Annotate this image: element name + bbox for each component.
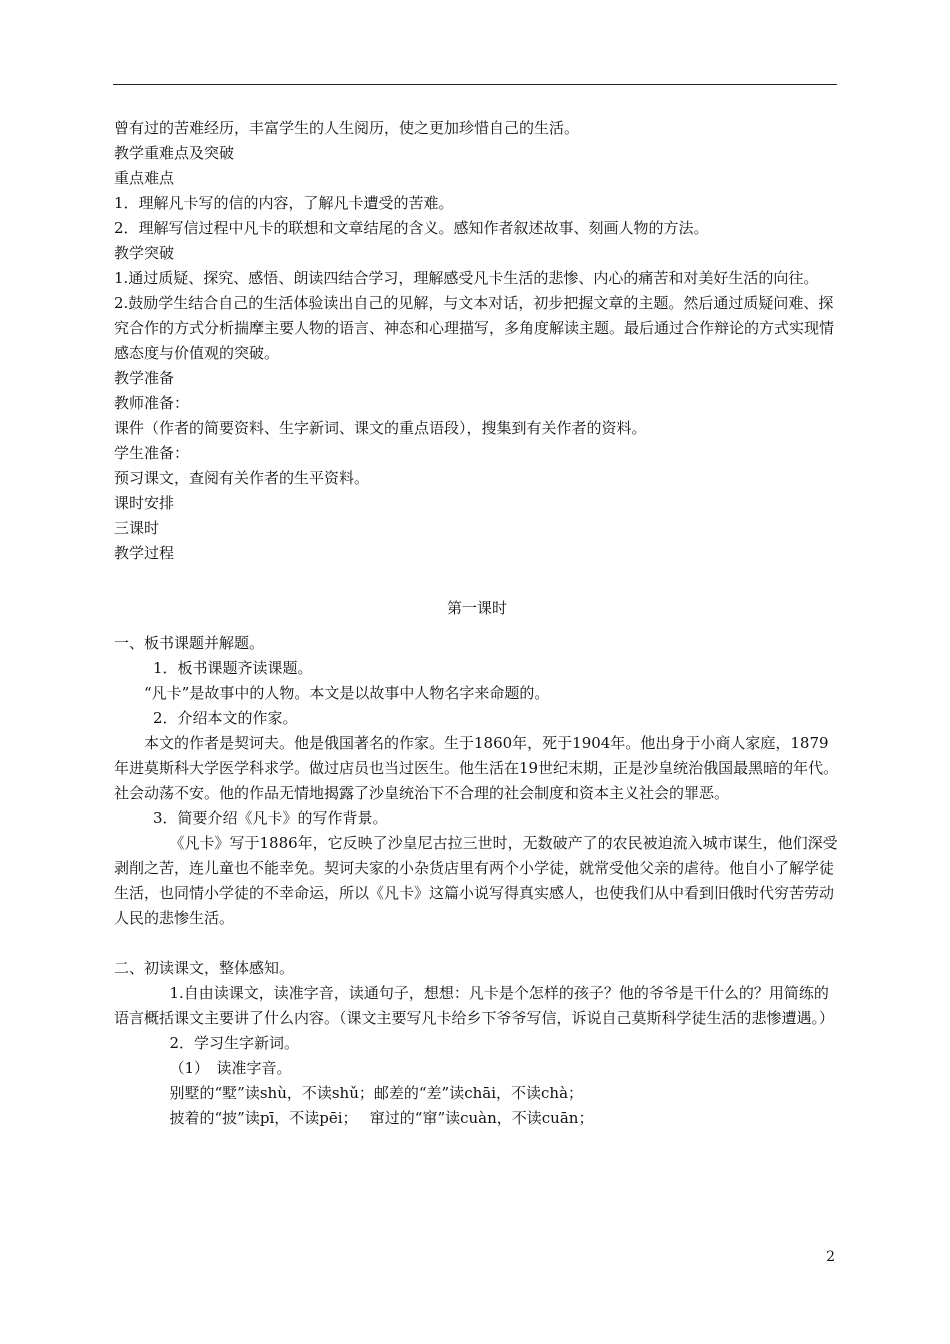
paragraph: 曾有过的苦难经历，丰富学生的人生阅历，使之更加珍惜自己的生活。: [114, 119, 580, 137]
paragraph: 预习课文，查阅有关作者的生平资料。: [114, 469, 370, 487]
paragraph: 三课时: [114, 519, 160, 537]
list-item: 3．简要介绍《凡卡》的写作背景。: [153, 809, 388, 827]
list-item: （1） 读准字音。: [169, 1059, 292, 1077]
list-item: 1.自由读课文，读准字音，读通句子，想想：凡卡是个怎样的孩子？他的爷爷是干什么的？用简练的语言概括课文主要讲了什么内容。（课文主要写凡卡给乡下爷爷写信，诉说自己莫斯科学徒生活的悲惨遭遇。）: [114, 984, 835, 1027]
section-heading: 教学重难点及突破: [114, 144, 235, 162]
subheading: 教学突破: [114, 244, 175, 262]
paragraph: 课件（作者的简要资料、生字新词、课文的重点语段），搜集到有关作者的资料。: [114, 419, 647, 437]
subheading: 教师准备：: [114, 394, 190, 412]
section-heading: 课时安排: [114, 494, 175, 512]
list-item: 1．理解凡卡写的信的内容，了解凡卡遭受的苦难。: [114, 194, 454, 212]
list-item: 2.鼓励学生结合自己的生活体验读出自己的见解，与文本对话，初步把握文章的主题。然后通过质疑问难、探究合作的方式分析揣摩主要人物的语言、神态和心理描写，多角度解读主题。最后通过合作辩论的方式实现情感态度与价值观的突破。: [114, 294, 835, 362]
page-number: 2: [826, 1249, 835, 1265]
paragraph: 别墅的“墅”读shù，不读shǔ；邮差的“差”读chāi，不读chà；: [169, 1084, 584, 1102]
list-item: 2．介绍本文的作家。: [153, 709, 298, 727]
header-rule: [113, 84, 837, 85]
paragraph: “凡卡”是故事中的人物。本文是以故事中人物名字来命题的。: [144, 684, 550, 702]
list-item: 2．理解写信过程中凡卡的联想和文章结尾的含义。感知作者叙述故事、刻画人物的方法。: [114, 219, 709, 237]
list-item: 1.通过质疑、探究、感悟、朗读四结合学习，理解感受凡卡生活的悲惨、内心的痛苦和对美好生活的向往。: [114, 269, 819, 287]
lesson-title: 第一课时: [446, 599, 507, 617]
list-item: 2．学习生字新词。: [169, 1034, 300, 1052]
subheading: 重点难点: [114, 169, 175, 187]
section-heading: 教学准备: [114, 369, 175, 387]
section-heading: 二、初读课文，整体感知。: [114, 959, 295, 977]
section-heading: 教学过程: [114, 544, 175, 562]
subheading: 学生准备：: [114, 444, 190, 462]
list-item: 1．板书课题齐读课题。: [153, 659, 313, 677]
section-heading: 一、板书课题并解题。: [114, 634, 265, 652]
document-body: [114, 116, 840, 1131]
paragraph: 披着的“披”读pī，不读pēi； 窜过的“窜”读cuàn，不读cuān；: [169, 1109, 594, 1127]
paragraph: 《凡卡》写于1886年，它反映了沙皇尼古拉三世时，无数破产了的农民被迫流入城市谋生，他们深受剥削之苦，连儿童也不能幸免。契诃夫家的小杂货店里有两个小学徒，就常受他父亲的虐待。他自小了解学徒生活，也同情小学徒的不幸命运，所以《凡卡》这篇小说写得真实感人，也使我们从中看到旧俄时代穷苦劳动人民的悲惨生活。: [114, 834, 838, 927]
paragraph: 本文的作者是契诃夫。他是俄国著名的作家。生于1860年，死于1904年。他出身于小商人家庭，1879年进莫斯科大学医学科求学。做过店员也当过医生。他生活在19世纪末期，正是沙皇统治俄国最黑暗的年代。社会动荡不安。他的作品无情地揭露了沙皇统治下不合理的社会制度和资本主义社会的罪恶。: [114, 734, 839, 802]
